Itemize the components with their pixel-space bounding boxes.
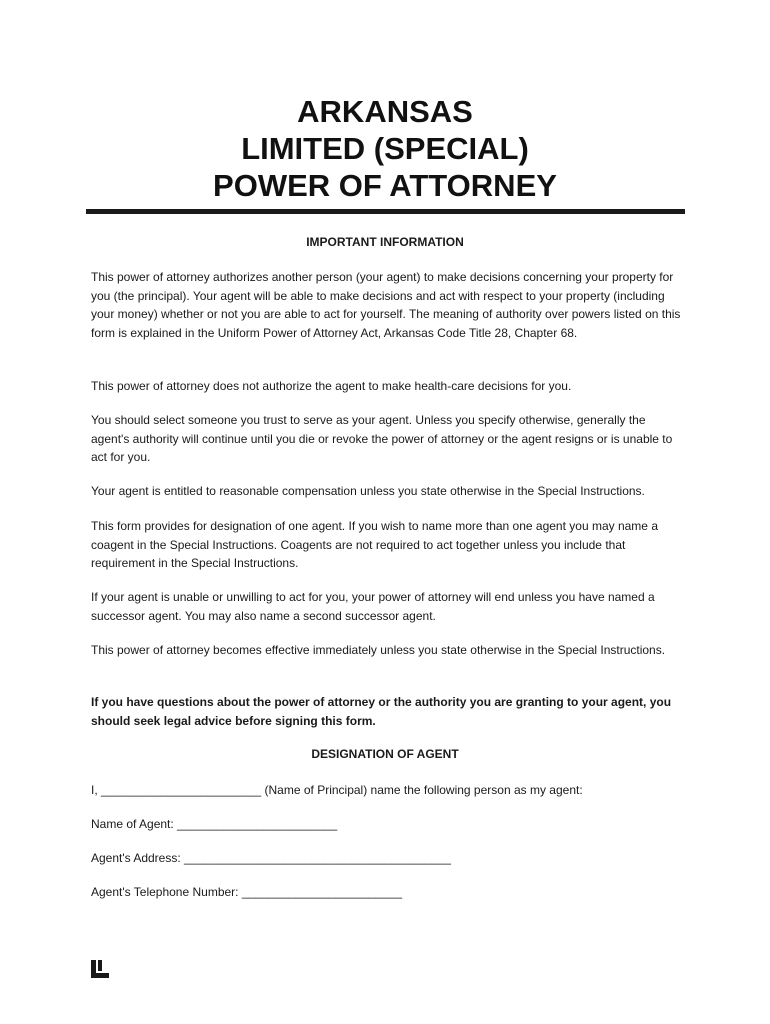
paragraph-coagent: This form provides for designation of one agent. If you wish to name more than one agent you may name a coagent in the Special Instructions. Coagents are not required to act together unless you include that requirement in the Special Instructions.: [91, 519, 658, 571]
title-divider: [86, 209, 685, 214]
paragraph-effective: This power of attorney becomes effective immediately unless you state otherwise in the Special Instructions.: [91, 643, 666, 657]
paragraph-successor: If your agent is unable or unwilling to act for you, your power of attorney will end unless you have named a successor agent. You may also name a second successor agent.: [91, 590, 655, 623]
designation-of-agent-heading: DESIGNATION OF AGENT: [311, 747, 459, 761]
paragraph-compensation: Your agent is entitled to reasonable compensation unless you state otherwise in the Special Instructions.: [91, 484, 645, 498]
paragraph-authorization: This power of attorney authorizes another person (your agent) to make decisions concerning your property for you (the principal). Your agent will be able to make decisions and act with respect to your property (including your money) whether or not you are able to act for yourself. The meaning of authority over powers listed on this form is explained in the Uniform Power of Attorney Act, Arkansas Code Title 28, Chapter 68.: [91, 270, 681, 340]
title-line-state: ARKANSAS: [297, 94, 473, 129]
agent-name-field[interactable]: Name of Agent: ________________________: [91, 817, 338, 831]
title-line-type: LIMITED (SPECIAL): [241, 131, 529, 166]
legal-templates-logo-icon: [91, 960, 109, 978]
paragraph-legal-advice: If you have questions about the power of attorney or the authority you are granting to your agent, you should seek legal advice before signing this form.: [91, 695, 672, 728]
important-information-heading: IMPORTANT INFORMATION: [306, 235, 464, 249]
title-line-form: POWER OF ATTORNEY: [213, 168, 557, 203]
paragraph-select-agent: You should select someone you trust to serve as your agent. Unless you specify otherwise, generally the agent's authority will continue until you die or revoke the power of attorney or the agent resigns or is unable to act for you.: [91, 413, 673, 465]
agent-address-field[interactable]: Agent's Address: ________________________________________: [91, 851, 451, 865]
document-title: [0, 93, 770, 204]
agent-telephone-field[interactable]: Agent's Telephone Number: ________________________: [91, 885, 403, 899]
principal-name-field[interactable]: I, ________________________ (Name of Principal) name the following person as my agent:: [91, 783, 583, 797]
paragraph-health-care: This power of attorney does not authorize the agent to make health-care decisions for you.: [91, 379, 572, 393]
